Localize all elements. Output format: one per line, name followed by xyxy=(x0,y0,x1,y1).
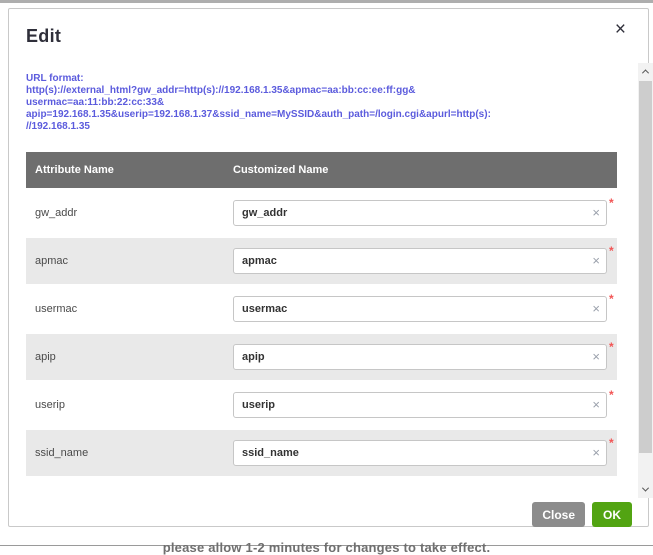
dialog-title: Edit xyxy=(26,26,62,46)
clear-input-icon[interactable]: × xyxy=(592,253,600,268)
close-icon[interactable]: × xyxy=(614,19,626,40)
url-note-line: http(s)://external_html?gw_addr=http(s)://192.168.1.35&apmac=aa:bb:cc:ee:ff:gg& xyxy=(26,85,416,96)
edit-dialog xyxy=(8,8,649,527)
scroll-down-button[interactable] xyxy=(638,481,653,498)
table-header-row xyxy=(26,152,617,188)
scroll-up-button[interactable] xyxy=(638,63,653,80)
table-row-gw-addr xyxy=(26,188,617,236)
attribute-name-label: apmac xyxy=(35,255,69,267)
clear-input-icon[interactable]: × xyxy=(592,397,600,412)
background-partial-text: please allow 1-2 minutes for changes to take effect. xyxy=(162,540,491,555)
url-note-line: //192.168.1.35 xyxy=(26,121,90,132)
table-row-apip xyxy=(26,332,617,380)
chevron-down-icon xyxy=(642,485,649,492)
dialog-scroll-body xyxy=(9,63,649,498)
column-header-customized-name: Customized Name xyxy=(233,164,329,176)
attributes-table xyxy=(26,152,617,476)
attribute-name-label: apip xyxy=(35,351,56,363)
required-asterisk: * xyxy=(609,436,614,450)
close-button[interactable]: Close xyxy=(532,502,585,527)
table-row-usermac xyxy=(26,284,617,332)
chevron-up-icon xyxy=(642,69,649,76)
clear-input-icon[interactable]: × xyxy=(592,445,600,460)
clear-input-icon[interactable]: × xyxy=(592,205,600,220)
customized-name-input[interactable] xyxy=(233,344,607,370)
attribute-name-label: usermac xyxy=(35,303,78,315)
url-note-line: apip=192.168.1.35&userip=192.168.1.37&ssid_name=MySSID&auth_path=/login.cgi&apurl=http(s): xyxy=(26,109,491,120)
background-page-edge xyxy=(0,0,653,3)
attribute-name-label: gw_addr xyxy=(35,207,78,219)
attribute-name-label: ssid_name xyxy=(35,447,89,459)
url-note-line: usermac=aa:11:bb:22:cc:33& xyxy=(26,97,165,108)
customized-name-input[interactable] xyxy=(233,392,607,418)
url-format-note xyxy=(26,73,614,133)
attribute-name-label: userip xyxy=(35,399,65,411)
scrollbar-thumb[interactable] xyxy=(639,81,652,453)
customized-name-input[interactable] xyxy=(233,200,607,226)
required-asterisk: * xyxy=(609,340,614,354)
table-row-apmac xyxy=(26,236,617,284)
url-note-line: URL format: xyxy=(26,73,84,84)
column-header-attribute-name: Attribute Name xyxy=(35,164,114,176)
required-asterisk: * xyxy=(609,196,614,210)
vertical-scrollbar[interactable] xyxy=(638,63,653,498)
table-row-userip xyxy=(26,380,617,428)
customized-name-input[interactable] xyxy=(233,248,607,274)
dialog-footer xyxy=(532,502,632,527)
table-row-ssid-name xyxy=(26,428,617,476)
required-asterisk: * xyxy=(609,244,614,258)
ok-button[interactable]: OK xyxy=(592,502,632,527)
clear-input-icon[interactable]: × xyxy=(592,301,600,316)
required-asterisk: * xyxy=(609,292,614,306)
customized-name-input[interactable] xyxy=(233,296,607,322)
customized-name-input[interactable] xyxy=(233,440,607,466)
clear-input-icon[interactable]: × xyxy=(592,349,600,364)
required-asterisk: * xyxy=(609,388,614,402)
